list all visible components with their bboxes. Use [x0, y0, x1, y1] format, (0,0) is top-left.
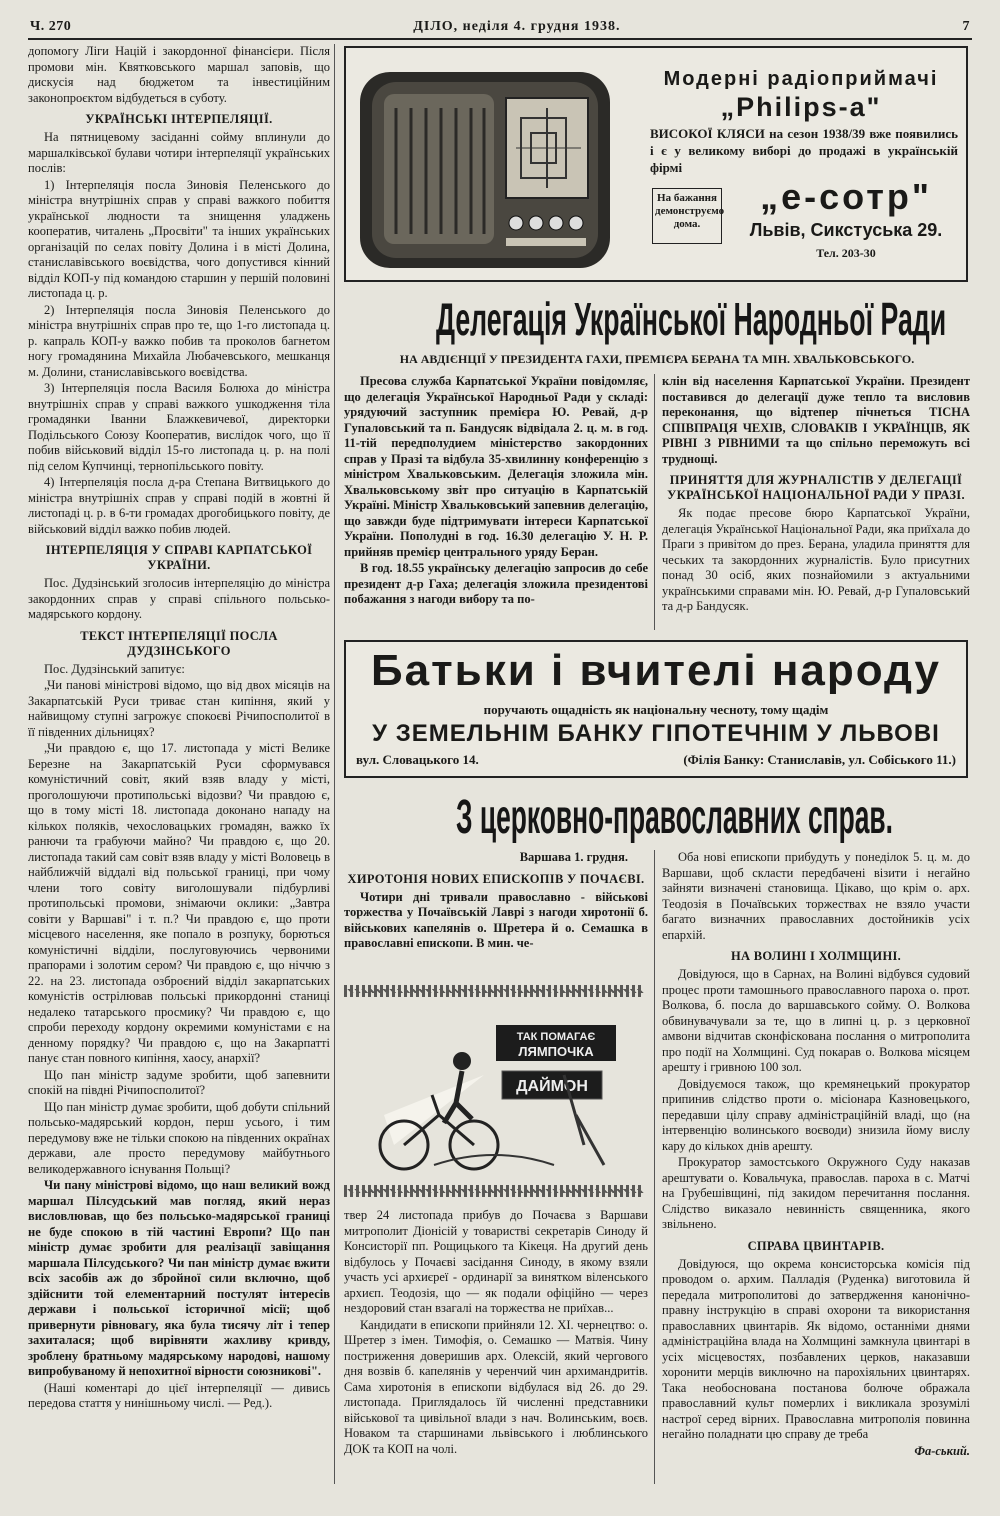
paragraph: Пресова служба Карпатської України повідомляє, що делегація Української Народньої Ради у складі: урядуючий заступник премієра Ю. Ревай, д-р Гупаловський та п. Бандусяк відвідала 2. ц. м. в год. 11-тій передполудием міністерство закордонних справ у Празі та відбула 35-хвилинну конференцію з міністром Хвальковським. Делегація зложила мін. Хвальковському звіт про ситуацію в Карпатській Україні. Міністр Хвальковський запевнив делегацію, що завжди буде підтримувати інтереси Карпатської України. Пополудні в год. 16.30 делегацію У. Н. Р. прийняв премієр центрального уряду Беран.	[344, 374, 648, 559]
radio-ad-address: Львів, Сикстуська 29.	[749, 220, 943, 240]
radio-ad-phone: Тел. 203-30	[816, 246, 876, 260]
paragraph: Що пан міністр думає зробити, щоб добути спільний польсько-мадярський кордон, перш усього, і тим передумову вже не тільки спокою на південних окраїнах держави, але просто передумову майбутнього великодержавного існування Польщі?	[28, 1099, 330, 1176]
paragraph: 1) Інтерпеляція посла Зиновія Пеленського до міністра внутрішніх справ у справі важкого побиття української людности та знищення уладжень кооператив, читалень „Просвіти" та інших українських організацій по селах повіту Долина і в місті Долина, станиславівського воєвідства, чого допустився кінний відділ КОП-у під командою старшин у першій половині листопада ц. р.	[28, 177, 330, 300]
section-heading: ТЕКСТ ІНТЕРПЕЛЯЦІЇ ПОСЛА ДУДЗІНСЬКОГО	[80, 628, 278, 658]
delegation-column-1	[344, 374, 648, 630]
bank-ad-headline: Батьки і вчителі народу	[371, 646, 941, 695]
delegation-headline: Делегація Української Народньої Ради	[436, 293, 947, 345]
dateline: Варшава 1. грудня.	[519, 850, 628, 864]
paragraph: Оба нові епископи прибудуть у понеділок 5. ц. м. до Варшави, щоб скласти передбачені візити і негайно зайняти визначені становища. Цікаво, що крім о. арх. Теодозія в Почаївських торжествах не взяло участи багато визначних православних достойників усіх епархій.	[662, 850, 970, 942]
delegation-subtitle: НА АВДІЄНЦІЇ У ПРЕЗИДЕНТА ГАХИ, ПРЕМІЄРА БЕРАНА ТА МІН. ХВАЛЬКОВСЬКОГО.	[399, 352, 915, 366]
ornament-divider	[344, 1185, 644, 1197]
paragraph: Кандидати в епископи прийняли 12. XI. чернецтво: о. Шретер з імен. Тимофія, о. Семашко — Матвія. Чину постриження доверишив арх. Олексій, який чергового дня возвів б. капелянів у черенчий чин архимандритів. Сама хиротонія в епископи відбулася від 26. до 29. листопада. Приглядалось їй численні представники військової та цивільної влади з нач. Волинським, воєв. Новаком та старшинами львівського і люблинського ДОК та КОП на чолі.	[344, 1317, 648, 1456]
daimon-lamp-ad	[344, 1005, 644, 1175]
paragraph: Довідуюся, що окрема консисторська комісія під проводом о. архим. Палладія (Руденка) виготовила й передала митрополитові до затвердження канонічно-правну інструкцію в справі охорони та використання православних цвинтарів. Як відомо, останніми днями адміністраційна влада на Холмщині замкнула цвинтарі в усіх місцевостях, позбавлених церков, наказавши хоронити мерців виключно на парохіяльних цвинтарях. Така необоснована постанова болюче ображала православний культ померлих і викликала зрозумілі настрої серед вірних. Православна митрополія повинна негайно поладнати цю справу де треба	[662, 1256, 970, 1441]
land-bank-ad	[344, 640, 968, 778]
signature: Фа-ський.	[914, 1443, 970, 1458]
section-heading: НА ВОЛИНІ І ХОЛМЩИНІ.	[730, 949, 902, 963]
paragraph: Чи пану міністрові відомо, що наш великий вожд маршал Пілсудський мав погляд, який нераз висловлював, що без польсько-мадярської границі не буде спокою в тій частині Европи? Що пан міністр думає зробити для реалізації завіщання маршала Пілсудського? Чи пан міністр думає вжити всіх засобів аж до збройної сили включно, щоб здійснити той елементарний постулят інтересів держави і польської історичної місії; щоб привернути рівновагу, яка була тисячу літ і тепер захиталася; щоб вирівняти жахливу кривду, зроблену братньому мадярському народові, нашому випробуваному й непохитної вірности союзникові".	[28, 1178, 330, 1378]
church-column-1-top	[344, 850, 648, 980]
radio-ad-store-name: „е-сотр"	[760, 176, 932, 217]
radio-receiver-illustration	[356, 58, 614, 272]
delegation-column-divider	[654, 374, 655, 630]
issue-number: Ч. 270	[30, 19, 72, 34]
bank-ad-branch: (Філія Банку: Станиславів, ул. Собіського 11.)	[683, 752, 956, 767]
lamp-ad-slogan-2: ЛЯМПОЧКА	[518, 1044, 594, 1059]
paragraph: Пос. Дудзінський запитує:	[44, 661, 185, 676]
church-column-2	[662, 850, 970, 1486]
masthead-title: ДІЛО, неділя 4. грудня 1938.	[413, 19, 621, 34]
paragraph: клін від населення Карпатської України. Президент поставився до делегації дуже тепло та висловив переконання, що відтепер пічнеться ТІСНА СПІВПРАЦЯ ЧЕХІВ, СЛОВАКІВ І УКРАЇНЦІВ, ЯК РІВНІ З РІВНИМИ та що спільно переможуть всі труднощі.	[662, 374, 970, 466]
section-heading: СПРАВА ЦВИНТАРІВ.	[747, 1238, 885, 1253]
paragraph: Що пан міністр задуме зробити, щоб запевнити спокій на півдні Річипосполитої?	[28, 1067, 330, 1097]
ornament-divider	[344, 985, 644, 997]
page-number: 7	[962, 19, 970, 34]
radio-ad-demo-note: На бажання демонструємо дома.	[652, 188, 722, 244]
paragraph: Довідуюся, що в Сарнах, на Волині відбувся судовий процес проти тамошнього православного пароха о. прот. Волкова, б. посла до варшавського сойму. О. Волкова обвинувачували за те, що в липні ц. р. з церковної амвони відчитав сконфіскована послання о митрополита про події на Холмщині. Суд покарав о. Волкова місяцем арешту і гривною 100 зол.	[662, 967, 970, 1074]
paragraph: В год. 18.55 українську делегацію запросив до себе президент д-р Гаха; делегація зложила президентові побажання з нагоди вибору та по-	[344, 561, 648, 606]
paragraph: 3) Інтерпеляція посла Василя Болюха до міністра внутрішніх справ у справі важкого ушкодження тіла громадянки Іванни Блажкевичевої, директорки Подільського Союзу Кооператив, вислідок чого, що її побив військовий відділ 15-го листопада ц. р. на полі під селом Купчинці, тернопільського повіту.	[28, 381, 330, 473]
paragraph: твер 24 листопада прибув до Почаєва з Варшави митрополит Діонісій у товаристві секретарів Синоду й Консисторії пп. Рощицького та Кікеця. На другий день відбулось у Почаєві засідання Синоду, в якому взяли участь усі архиєреї - ординарії за винятком віленського архиєп. Теодозія, що — як подали офіційно — через нездоровий стан взагалі на торжества не приїхав...	[344, 1208, 648, 1315]
paragraph: Пос. Дудзінський зголосив інтерпеляцію до міністра закордонних справ у справі спільного польсько-мадярського кордону.	[28, 576, 330, 621]
philips-radio-ad	[344, 46, 968, 282]
paragraph: „Чи правдою є, що 17. листопада у місті Велике Березне на Закарпатській Руси сформувався комуністичний совіт, який взяв владу у місті, проголошуючи протипольські відозви? Чи правдою є, що в тому місті 18. листопада доконано нападу на кількох поляків, чехословацьких громадян, важко їх ранючи та грабуючи майно? Чи правдою є, що 20. листопада такий сам совіт взяв владу у місті Воловець в найближчій віддалі від польської границі, при чому члени того совіту виголошували підбурливі протипольські промови, знімаючи оклики: „Завтра совіти у Варшаві" і т. п.? Чи правдою є, що проти місцевого населення, яке попало в розпуку, борються комуністичні відділи, послуговуючись червоними прапорами і золотим сером? Чи правдою є, що ніччю з 22. на 23. листопада озброєний відділ закарпатських комуністів острілював польські прикордонні станиці недалеко татарського просмику? Чи правдою є, що спроби переходу кордону окремими комуністами є на денному порядку? Чи правдою є, що на Закарпатті панує стан повного кипіння, хаосу, анархії?	[28, 741, 330, 1065]
bank-ad-bank-name: У ЗЕМЕЛЬНІМ БАНКУ ГІПОТЕЧНІМ У ЛЬВОВІ	[372, 720, 940, 747]
paragraph: „Чи панові міністрові відомо, що від двох місяців на Закарпатській Руси триває стан кипіння, який у найвищому ступні загрожує спокоєві Річипосполитої в її південних дільницях?	[28, 678, 330, 739]
masthead	[30, 16, 970, 38]
church-column-divider	[654, 850, 655, 1484]
bank-ad-subline: поручають ощадність як національну чесноту, тому щадім	[483, 702, 829, 717]
paragraph: Довідуємося також, що кремянецький прокуратор припинив слідство проти о. місіонара Казновецького, передавши цілу справу адміністраційній владі, що (на інтервенцію волинського воєводи) знизила йому вислу кару до кількох днів арешту.	[662, 1076, 970, 1153]
paragraph: допомогу Ліги Націй і закордонної фінансієри. Після промови мін. Квятковського маршал заповів, що дискусія над бюджетом та інвестиційним законопроєктом відбудеться в суботу.	[28, 44, 330, 105]
lamp-ad-slogan-1: ТАК ПОМАГАЄ	[516, 1031, 596, 1043]
radio-ad-description: ВИСОКОЇ КЛЯСИ на сезон 1938/39 вже появились і є у великому виборі до продажі в українській фірмі	[650, 126, 958, 175]
lamp-ad-brand: ДАЙМОН	[516, 1078, 588, 1095]
paragraph: 4) Інтерпеляція посла д-ра Степана Витвицького до міністра внутрішніх справ у справі подій в жовтні й листопаді ц. р. в 6-ти громадах дрогобицького повіту, де військовий відділ важко побив людей.	[28, 475, 330, 536]
radio-ad-brand: „Philips-а"	[720, 92, 882, 122]
bank-ad-address: вул. Словацького 14.	[356, 752, 479, 767]
left-column	[28, 44, 330, 1484]
paragraph: Чотири дні тривали православно - військові торжества у Почаївській Лаврі з нагоди хиротонії б. військових капелянів о. Шретера й о. Семашка в православні епископи. В мин. че-	[344, 889, 648, 950]
section-heading: ІНТЕРПЕЛЯЦІЯ У СПРАВІ КАРПАТСЬКОЇ УКРАЇНИ.	[45, 543, 313, 572]
column-divider	[334, 44, 335, 1484]
delegation-column-2	[662, 374, 970, 630]
paragraph: Як подає пресове бюро Карпатської України, делегація Української Національної Ради, яка приїхала до Праги з привітом до през. Берана, уладила приняття для чеських та закордонних журналістів. Було присутних понад 30 осіб, яких познайомили з актуальними українськими справами мін. Ю. Ревай, д-р Гупаловський та д-р Бандусяк.	[662, 506, 970, 613]
paragraph: 2) Інтерпеляція посла Зиновія Пеленського до міністра внутрішніх справ про те, що 1-го листопада ц. р. капраль КОП-у важко побив та проколов багнетом ногу громадянина Михайла Любачевського, мешканця м. Долини, станиславівського воєвідства.	[28, 302, 330, 379]
paragraph: На пятницевому засіданні сойму вплинули до маршалківської булави чотири інтерпеляції українських послів:	[28, 130, 330, 175]
church-column-1-bottom	[344, 1208, 648, 1484]
section-heading: УКРАЇНСЬКІ ІНТЕРПЕЛЯЦІЇ.	[85, 112, 273, 126]
radio-ad-headline: Модерні радіоприймачі	[663, 68, 939, 90]
section-heading: ПРИНЯТТЯ ДЛЯ ЖУРНАЛІСТІВ У ДЕЛЕГАЦІЇ УКРАЇНСЬКОЇ НАЦІОНАЛЬНОЇ РАДИ У ПРАЗІ.	[667, 473, 965, 502]
section-heading: ХИРОТОНІЯ НОВИХ ЕПИСКОПІВ У ПОЧАЄВІ.	[347, 871, 645, 886]
header-rule	[28, 38, 972, 40]
church-headline: З церковно-православних справ.	[456, 791, 893, 844]
paragraph: (Наші коментарі до цієї інтерпеляції — дивись передова стаття у нинішньому числі. — Ред.).	[28, 1380, 330, 1410]
paragraph: Прокуратор замостського Окружного Суду наказав арештувати о. Ковальчука, православ. пароха в с. Матчі на Грубешівщині, під закидом перечитання послання. Слідство виказало невинність священника, якого звільнено.	[662, 1155, 970, 1231]
